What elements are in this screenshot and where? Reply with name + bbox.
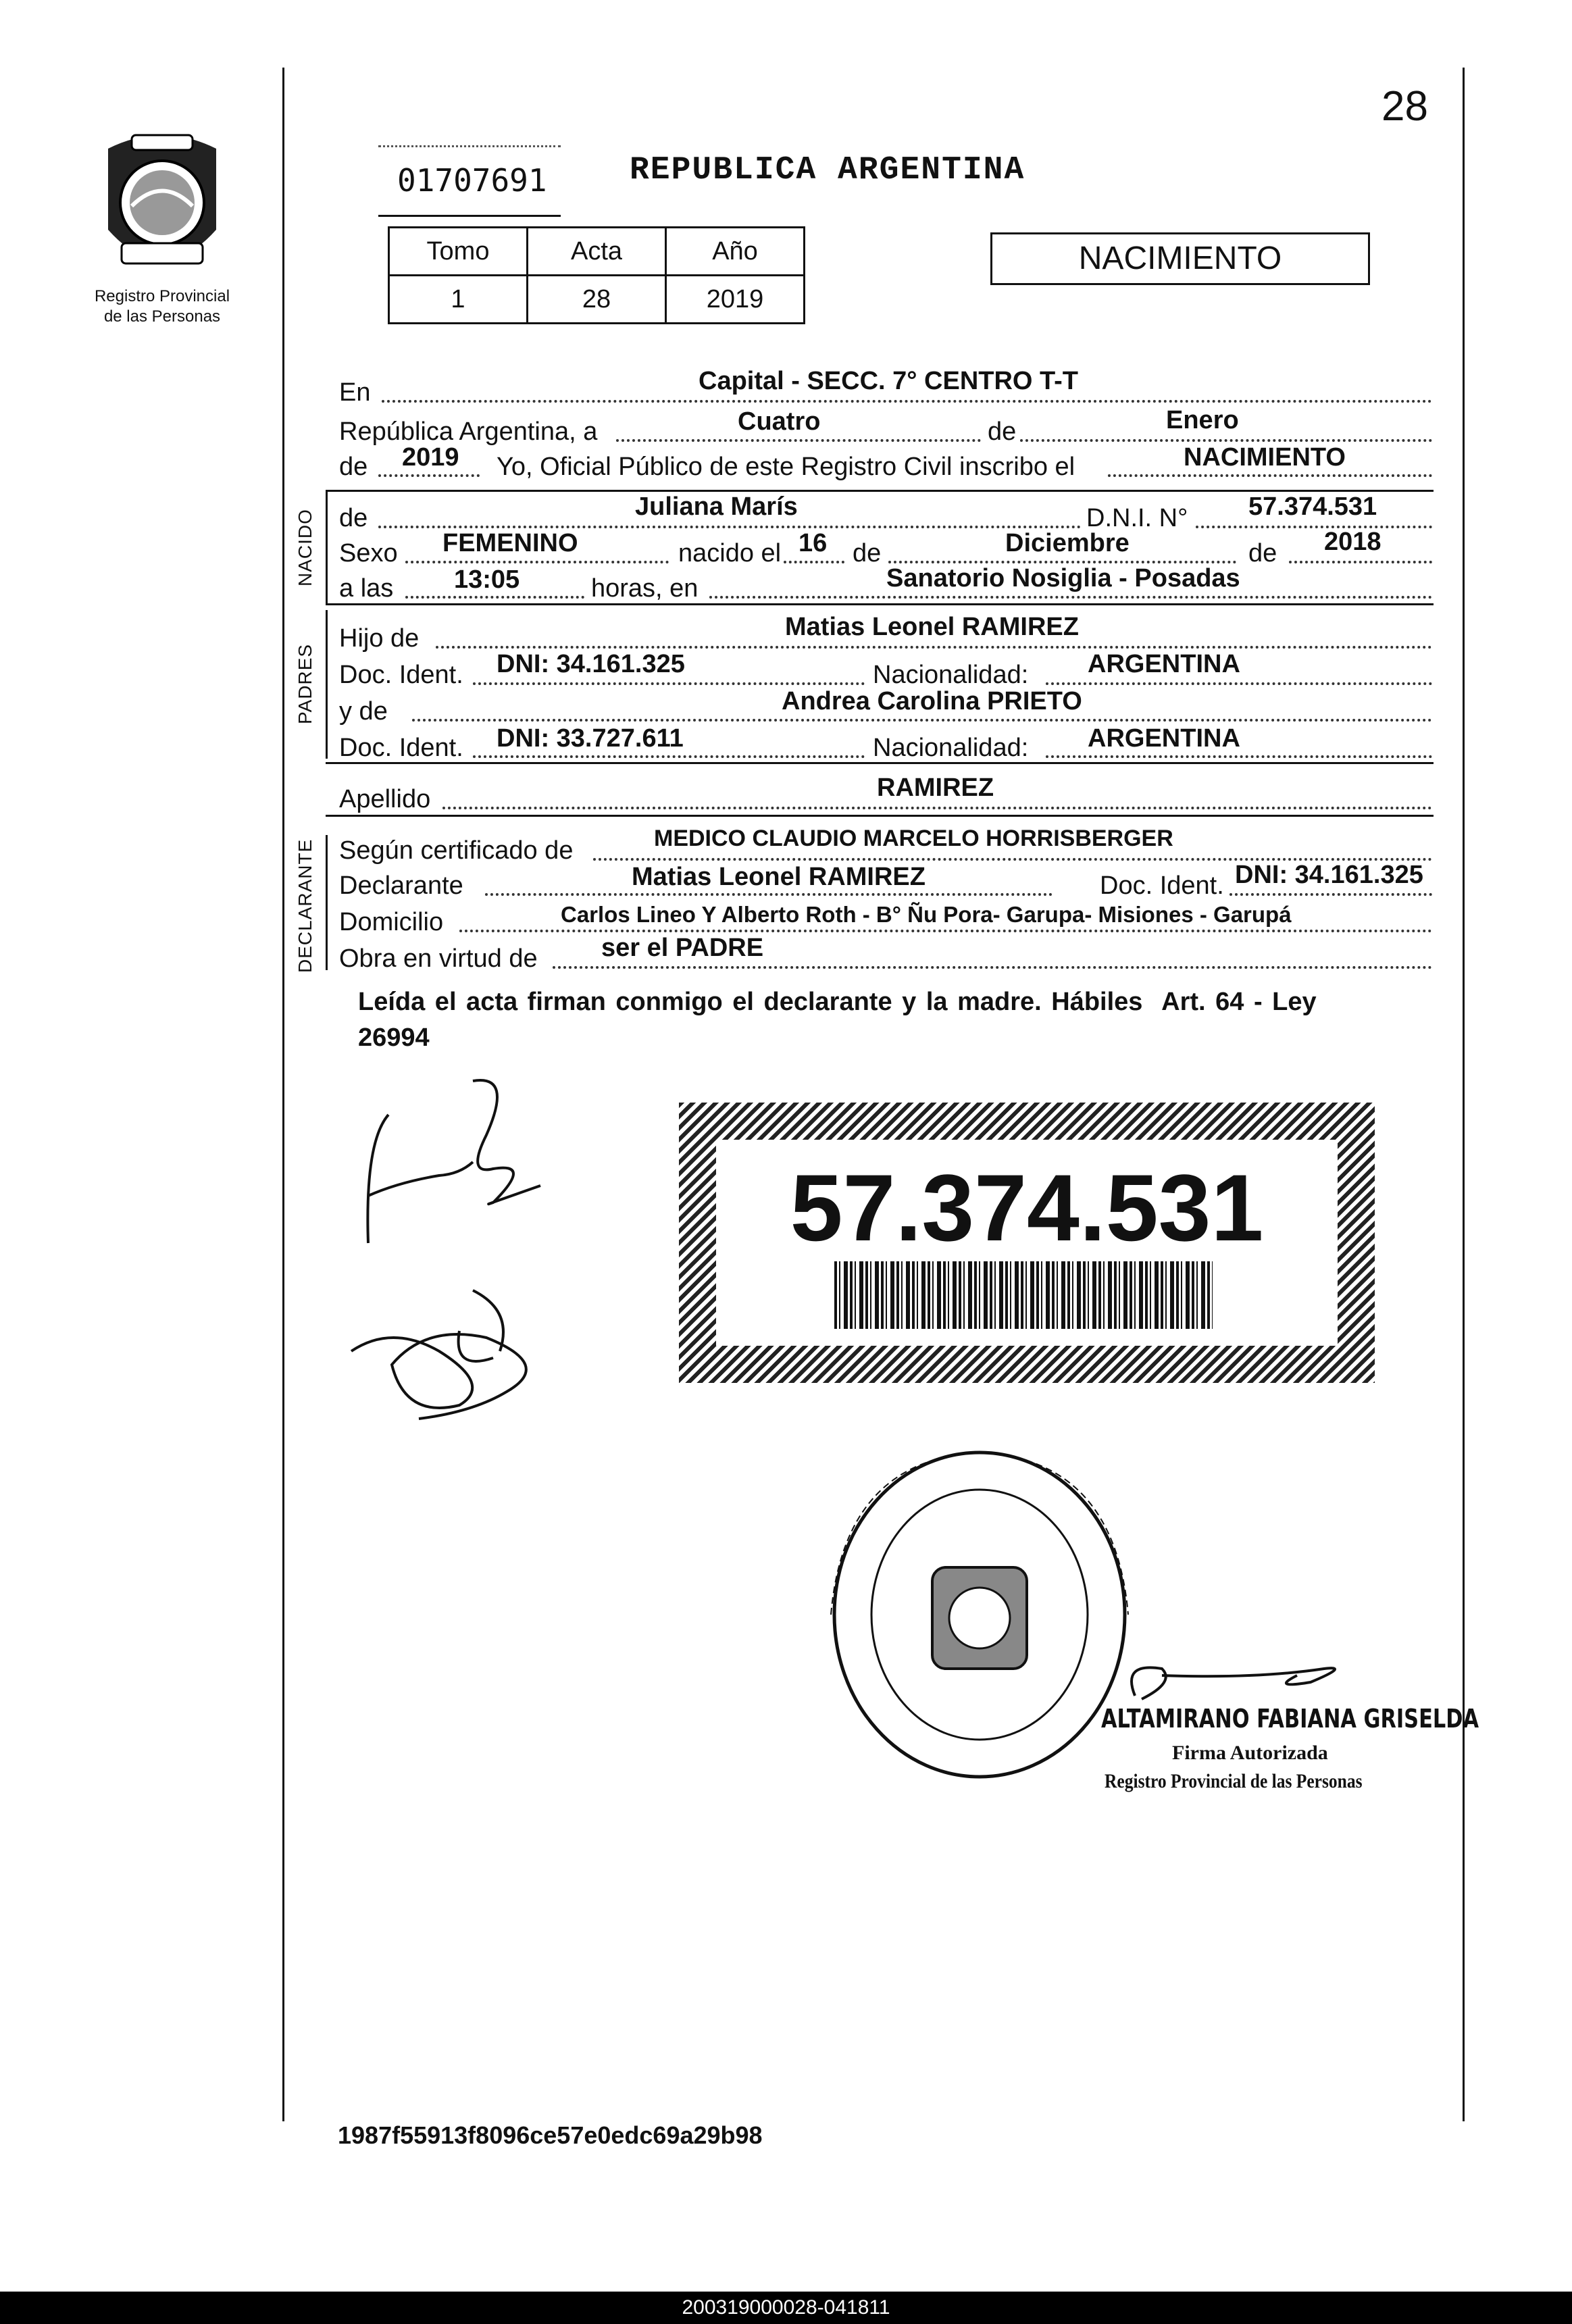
horas-label: horas, en bbox=[591, 574, 699, 603]
dni-dots bbox=[1196, 526, 1432, 528]
birth-year-dots bbox=[1289, 561, 1432, 563]
acta-header: Acta bbox=[528, 228, 666, 276]
declarante-section-label: DECLARANTE bbox=[295, 838, 315, 973]
mother-dots bbox=[412, 719, 1432, 722]
birth-month: Diciembre bbox=[1005, 529, 1130, 557]
barcode bbox=[834, 1261, 1213, 1329]
birth-time: 13:05 bbox=[454, 565, 520, 594]
father-name: Matias Leonel RAMIREZ bbox=[785, 613, 1079, 641]
province-emblem-logo bbox=[95, 128, 230, 284]
footer-bar bbox=[0, 2292, 1572, 2324]
en-label: En bbox=[339, 378, 371, 407]
doc1-label: Doc. Ident. bbox=[339, 661, 463, 689]
type-dots bbox=[1108, 474, 1432, 477]
nacido-de-label: de bbox=[339, 504, 368, 532]
nacido-bracket bbox=[326, 492, 328, 603]
father-doc: DNI: 34.161.325 bbox=[497, 650, 685, 678]
declarante-doc-dots bbox=[1229, 893, 1432, 896]
nac1-dots bbox=[1046, 682, 1432, 685]
serial-number: 01707691 bbox=[397, 162, 547, 199]
mother-nationality: ARGENTINA bbox=[1088, 724, 1240, 753]
type-value: NACIMIENTO bbox=[1184, 443, 1346, 472]
obra-label: Obra en virtud de bbox=[339, 944, 538, 973]
apellido-dots bbox=[442, 807, 1432, 809]
segun-value: MEDICO CLAUDIO MARCELO HORRISBERGER bbox=[654, 826, 1173, 851]
left-margin-line bbox=[282, 68, 284, 2121]
father-dots bbox=[436, 646, 1432, 649]
de2-label: de bbox=[1248, 539, 1277, 567]
oficial-label: Yo, Oficial Público de este Registro Civil inscribo el bbox=[497, 453, 1075, 481]
anio-value: 2019 bbox=[666, 276, 805, 324]
en-value: Capital - SECC. 7° CENTRO T-T bbox=[699, 367, 1079, 395]
record-table bbox=[388, 226, 805, 324]
closing-line1: Leída el acta firman conmigo el declarante y la madre. Hábiles Art. 64 - Ley bbox=[358, 988, 1317, 1016]
nac2-label: Nacionalidad: bbox=[873, 734, 1029, 762]
doc2-dots bbox=[473, 755, 865, 758]
year-dots bbox=[378, 474, 480, 477]
id-sticker bbox=[679, 1103, 1375, 1383]
obra-dots bbox=[553, 966, 1432, 969]
yde-label: y de bbox=[339, 697, 388, 726]
tomo-header: Tomo bbox=[389, 228, 528, 276]
nacido-el-label: nacido el bbox=[678, 539, 782, 567]
domicilio-value: Carlos Lineo Y Alberto Roth - B° Ñu Pora- Garupa- Misiones - Garupá bbox=[561, 902, 1292, 927]
domicilio-label: Domicilio bbox=[339, 908, 444, 936]
sexo-dots bbox=[405, 561, 669, 563]
birth-month-dots bbox=[888, 561, 1236, 563]
declarante-doc: DNI: 34.161.325 bbox=[1235, 861, 1423, 889]
de-label: de bbox=[988, 418, 1017, 446]
sexo-label: Sexo bbox=[339, 539, 398, 567]
birth-day: 16 bbox=[798, 529, 828, 557]
republica-label: República Argentina, a bbox=[339, 418, 598, 446]
birth-day-dots bbox=[784, 561, 844, 563]
child-name: Juliana Marís bbox=[635, 492, 798, 521]
signer-title: Firma Autorizada bbox=[1172, 1742, 1328, 1764]
padres-bottom-rule bbox=[326, 762, 1434, 764]
month-value: Enero bbox=[1166, 406, 1239, 434]
padres-section-label: PADRES bbox=[295, 643, 315, 724]
place-dots bbox=[709, 596, 1432, 599]
declarante-label: Declarante bbox=[339, 872, 463, 900]
declarante-dots bbox=[485, 893, 1053, 896]
tomo-value: 1 bbox=[389, 276, 528, 324]
mother-name: Andrea Carolina PRIETO bbox=[782, 687, 1082, 715]
a-las-label: a las bbox=[339, 574, 394, 603]
padres-bracket bbox=[326, 610, 328, 759]
official-seal bbox=[824, 1446, 1135, 1784]
hijo-label: Hijo de bbox=[339, 624, 420, 653]
de1-label: de bbox=[853, 539, 882, 567]
record-type: NACIMIENTO bbox=[1078, 241, 1282, 276]
doc2-label: Doc. Ident. bbox=[339, 734, 463, 762]
footer-code: 200319000028-041811 bbox=[682, 2296, 890, 2319]
declarante-doc-label: Doc. Ident. bbox=[1100, 872, 1224, 900]
nac1-label: Nacionalidad: bbox=[873, 661, 1029, 689]
nacido-bottom-rule bbox=[326, 603, 1434, 605]
apellido-value: RAMIREZ bbox=[877, 774, 994, 802]
signer-name: ALTAMIRANO FABIANA GRISELDA bbox=[1101, 1704, 1479, 1734]
nacido-top-rule bbox=[326, 490, 1434, 492]
acta-value: 28 bbox=[528, 276, 666, 324]
doc1-dots bbox=[473, 682, 865, 685]
father-nationality: ARGENTINA bbox=[1088, 650, 1240, 678]
mother-doc: DNI: 33.727.611 bbox=[497, 724, 684, 753]
header-title: REPUBLICA ARGENTINA bbox=[630, 152, 1025, 188]
declarante-bracket bbox=[326, 835, 328, 970]
nac2-dots bbox=[1046, 755, 1432, 758]
segun-label: Según certificado de bbox=[339, 836, 574, 865]
page-number: 28 bbox=[1381, 83, 1428, 130]
obra-value: ser el PADRE bbox=[601, 934, 764, 962]
year-value: 2019 bbox=[402, 443, 459, 472]
logo-caption-line1: Registro Provincial bbox=[94, 287, 230, 305]
sexo-value: FEMENINO bbox=[442, 529, 578, 557]
en-dots bbox=[382, 400, 1432, 403]
right-margin-line bbox=[1463, 68, 1465, 2121]
time-dots bbox=[405, 596, 584, 599]
name-dots bbox=[378, 526, 1081, 528]
birth-year: 2018 bbox=[1324, 528, 1381, 556]
serial-number-box bbox=[378, 145, 561, 217]
year-prefix: de bbox=[339, 453, 368, 481]
hash-code: 1987f55913f8096ce57e0edc69a29b98 bbox=[338, 2121, 763, 2149]
child-dni: 57.374.531 bbox=[1248, 492, 1377, 521]
birth-place: Sanatorio Nosiglia - Posadas bbox=[886, 564, 1240, 592]
logo-caption-line2: de las Personas bbox=[103, 307, 221, 326]
apellido-label: Apellido bbox=[339, 785, 431, 813]
dni-label: D.N.I. N° bbox=[1086, 504, 1188, 532]
closing-line2: 26994 bbox=[358, 1024, 430, 1052]
declarante-value: Matias Leonel RAMIREZ bbox=[632, 863, 926, 891]
signer-org: Registro Provincial de las Personas bbox=[1105, 1770, 1363, 1792]
anio-header: Año bbox=[666, 228, 805, 276]
nacido-section-label: NACIDO bbox=[295, 509, 315, 586]
apellido-bottom-rule bbox=[326, 815, 1434, 817]
domicilio-dots bbox=[459, 930, 1432, 932]
declarant-signature bbox=[338, 1067, 581, 1425]
republica-dots bbox=[616, 439, 981, 442]
sticker-number: 57.374.531 bbox=[790, 1155, 1264, 1261]
day-value: Cuatro bbox=[738, 407, 821, 436]
record-type-box bbox=[990, 232, 1370, 285]
month-dots bbox=[1020, 439, 1432, 442]
signer-signature bbox=[1121, 1648, 1365, 1709]
